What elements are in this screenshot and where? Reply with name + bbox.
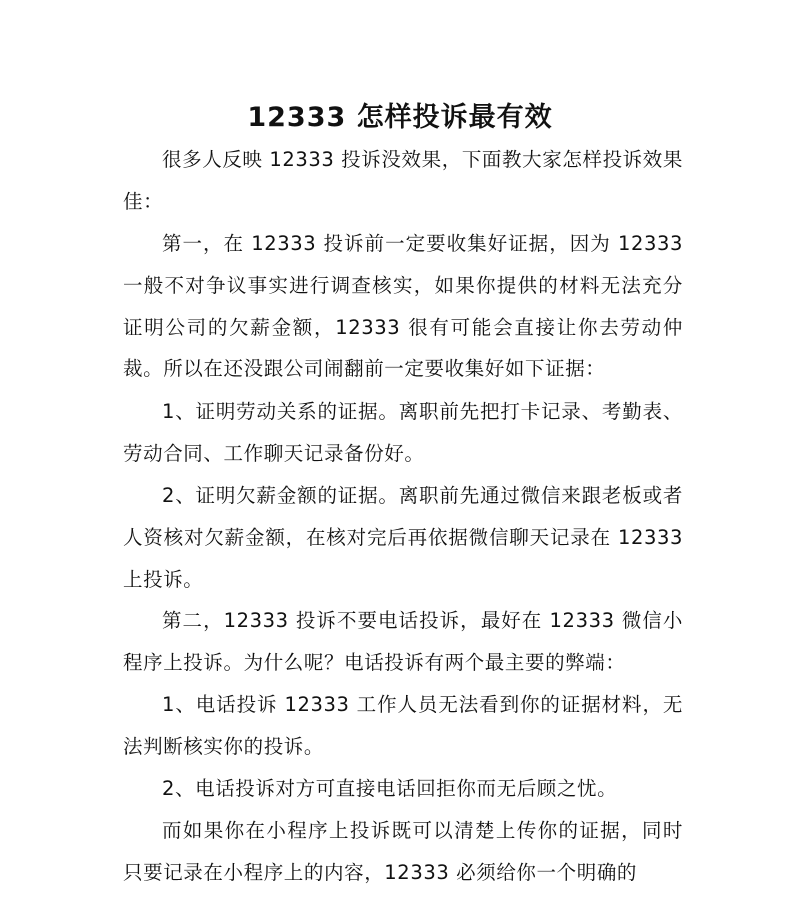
paragraph-phone-drawback-2: 2、电话投诉对方可直接电话回拒你而无后顾之忧。 bbox=[162, 777, 618, 800]
paragraph-second-point: 第二，12333 投诉不要电话投诉，最好在 12333 微信小程序上投诉。为什么呢？电话投诉有两个最主要的弊端： bbox=[123, 609, 683, 674]
paragraph-labor-relation-evidence: 1、证明劳动关系的证据。离职前先把打卡记录、考勤表、劳动合同、工作聊天记录备份好。 bbox=[123, 400, 683, 465]
paragraph-wage-arrears-evidence: 2、证明欠薪金额的证据。离职前先通过微信来跟老板或者人资核对欠薪金额，在核对完后再依据微信聊天记录在 12333 上投诉。 bbox=[123, 484, 683, 591]
paragraph-first-point: 第一，在 12333 投诉前一定要收集好证据，因为 12333 一般不对争议事实进行调查核实，如果你提供的材料无法充分证明公司的欠薪金额，12333 很有可能会直接让你去劳动仲裁。所以在还没跟公司闹翻前一定要收集好如下证据： bbox=[123, 232, 683, 381]
document-title: 12333 怎样投诉最有效 bbox=[247, 102, 553, 133]
paragraph-phone-drawback-1: 1、电话投诉 12333 工作人员无法看到你的证据材料，无法判断核实你的投诉。 bbox=[123, 693, 683, 758]
paragraph-mini-program-advantage: 而如果你在小程序上投诉既可以清楚上传你的证据，同时只要记录在小程序上的内容，12333 必须给你一个明确的 bbox=[123, 819, 683, 884]
paragraph-intro: 很多人反映 12333 投诉没效果，下面教大家怎样投诉效果佳： bbox=[123, 148, 683, 213]
